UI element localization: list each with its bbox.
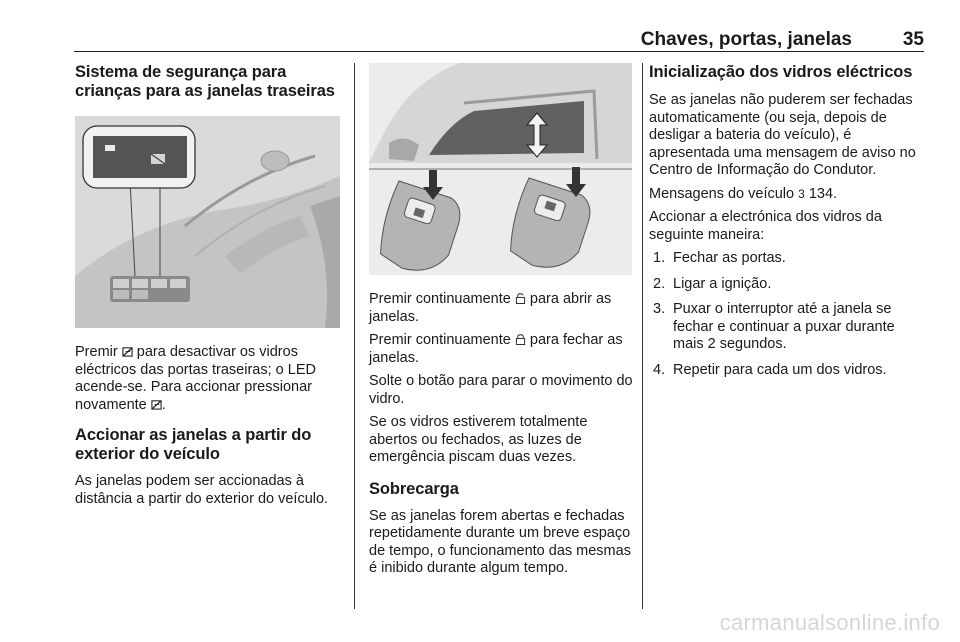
paragraph-stop-movement: Solte o botão para parar o movimento do vidro. [369, 373, 633, 407]
paragraph-remote-operation: As janelas podem ser accionadas à distância a partir do exterior do veículo. [75, 473, 329, 507]
list-item: 1. Fechar as portas. [653, 250, 786, 266]
child-lock-window-icon [151, 399, 162, 410]
list-item: 4. Repetir para cada um dos vidros. [653, 361, 887, 378]
column-middle [369, 63, 633, 578]
watermark: carmanualsonline.info [719, 610, 940, 635]
paragraph-open-windows: Premir continuamente para abrir as janelas. [369, 291, 612, 325]
page-number: 35 [902, 29, 924, 50]
paragraph-vehicle-messages: Mensagens do veículo 3 134. [649, 185, 838, 202]
paragraph-procedure-intro: Accionar a electrónica dos vidros da seguinte maneira: [649, 209, 882, 243]
lock-padlock-icon [515, 334, 526, 345]
column-divider [642, 63, 643, 609]
heading-initialization: Inicialização dos vidros eléctricos [649, 63, 913, 81]
paragraph-child-safety: Premir para desactivar os vidros eléctricos das portas traseiras; o LED acende-se. Para accionar pressionar novamente . [75, 344, 316, 413]
paragraph-close-windows: Premir continuamente para fechar as janelas. [369, 332, 623, 366]
paragraph-hazard-lights: Se os vidros estiverem totalmente abertos ou fechados, as luzes de emergência piscam duas vezes. [369, 414, 588, 465]
unlock-padlock-icon [515, 293, 526, 304]
figure-key-fob-windows [369, 63, 632, 275]
page-header [74, 27, 924, 52]
heading-child-safety: Sistema de segurança para crianças para as janelas traseiras [75, 63, 335, 100]
list-item: 2. Ligar a ignição. [653, 275, 772, 292]
paragraph-overload: Se as janelas forem abertas e fechadas repetidamente durante um breve espaço de tempo, o funcionamento das mesmas é inibido durante algum tempo. [369, 507, 631, 576]
paragraph-initialization-intro: Se as janelas não puderem ser fechadas automaticamente (ou seja, depois de desligar a bateria do veículo), é apresentada uma mensagem de aviso no Centro de Informação do Condutor. [649, 92, 916, 178]
figure-door-switch-panel [75, 116, 340, 328]
steps-list [649, 250, 927, 379]
section-title: Chaves, portas, janelas [640, 29, 852, 50]
heading-remote-operation: Accionar as janelas a partir do exterior do veículo [75, 426, 312, 463]
column-divider [354, 63, 355, 609]
heading-overload: Sobrecarga [369, 479, 459, 498]
list-item: 3. Puxar o interruptor até a janela se fechar e continuar a puxar durante mais 2 segundos. [653, 301, 895, 352]
child-lock-window-icon [122, 346, 133, 357]
column-right [649, 63, 927, 387]
column-left [75, 63, 343, 508]
page-reference-arrow-icon: 3 [798, 186, 805, 201]
